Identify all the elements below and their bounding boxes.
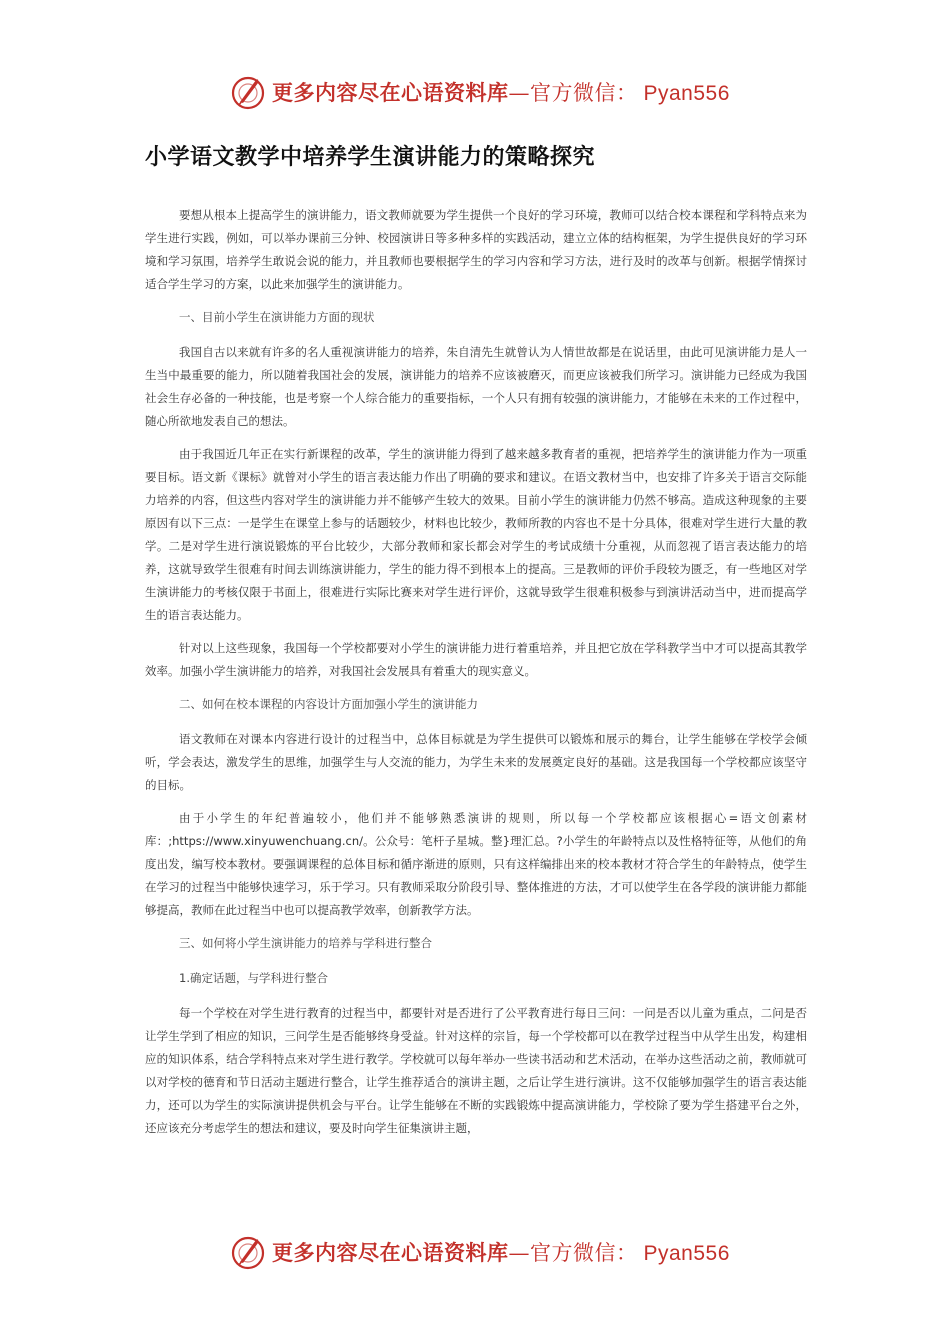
paragraph: 我国自古以来就有许多的名人重视演讲能力的培养，朱自清先生就曾认为人情世故都是在说话里，由此可见演讲能力是人一生当中最重要的能力，所以随着我国社会的发展，演讲能力的培养不应该被磨灭，而更应该被我们所学习。演讲能力已经成为我国社会生存必备的一种技能，也是考察一个人综合能力的重要指标，一个人只有拥有较强的演讲能力，才能够在未来的工作过程中，随心所欲地发表自己的想法。 [145,345,807,428]
banner-main-text: 更多内容尽在心语资料库 [272,1240,509,1265]
paragraph-intro: 要想从根本上提高学生的演讲能力，语文教师就要为学生提供一个良好的学习环境，教师可以结合校本课程和学科特点来为学生进行实践，例如，可以举办课前三分钟、校园演讲日等多种多样的实践活动，建立立体的结构框架，为学生提供良好的学习环境和学习氛围，培养学生敢说会说的能力，并且教师也要根据学生的学习内容和学习方法，进行及时的改革与创新。根据学情探讨适合学生学习的方案，以此来加强学生的演讲能力。 [145,208,807,291]
banner-wechat-account: Pyan556 [643,1242,730,1265]
header-banner [228,72,728,112]
banner-wechat-label: —官方微信： [508,1241,638,1265]
section-heading-3: 三、如何将小学生演讲能力的培养与学科进行整合 [179,936,432,950]
banner-text [272,77,730,107]
quill-pen-logo-icon [228,1232,268,1272]
section-heading-1: 一、目前小学生在演讲能力方面的现状 [179,310,375,324]
quill-pen-logo-icon [228,72,268,112]
paragraph: 由于小学生的年纪普遍较小，他们并不能够熟悉演讲的规则，所以每一个学校都应该根据心=语文创素材库：;https://www.xinyuwenchuang.cn/。公众号：笔杆子星城。整}理汇总。?小学生的年龄特点以及性格特征等，从他们的角度出发，编写校本教材。要强调课程的总体目标和循序渐进的原则，只有这样编排出来的校本教材才符合学生的年龄特点，使学生在学习的过程当中能够快速学习，乐于学习。只有教师采取分阶段引导、整体推进的方法，才可以使学生在各学段的演讲能力都能够提高，教师在此过程当中也可以提高教学效率，创新教学方法。 [145,811,807,917]
subsection-heading-3-1: 1.确定话题，与学科进行整合 [179,971,328,985]
paragraph: 针对以上这些现象，我国每一个学校都要对小学生的演讲能力进行着重培养，并且把它放在学科教学当中才可以提高其教学效率。加强小学生演讲能力的培养，对我国社会发展具有着重大的现实意义。 [145,641,807,678]
document-body [145,204,807,1150]
document-title: 小学语文教学中培养学生演讲能力的策略探究 [145,145,596,170]
banner-wechat-account: Pyan556 [643,82,730,105]
banner-text [272,1237,730,1267]
paragraph: 每一个学校在对学生进行教育的过程当中，都要针对是否进行了公平教育进行每日三问：一问是否以儿童为重点，二问是否让学生学到了相应的知识，三问学生是否能够终身受益。针对这样的宗旨，每一个学校都可以在教学过程当中从学生出发，构建相应的知识体系，结合学科特点来对学生进行教学。学校就可以每年举办一些读书活动和艺术活动，在举办这些活动之前，教师就可以对学校的德育和节日活动主题进行整合，让学生推荐适合的演讲主题，之后让学生进行演讲。这不仅能够加强学生的语言表达能力，还可以为学生的实际演讲提供机会与平台。让学生能够在不断的实践锻炼中提高演讲能力，学校除了要为学生搭建平台之外，还应该充分考虑学生的想法和建议，要及时向学生征集演讲主题， [145,1006,807,1135]
section-heading-2: 二、如何在校本课程的内容设计方面加强小学生的演讲能力 [179,697,478,711]
footer-banner [228,1232,728,1272]
paragraph: 由于我国近几年正在实行新课程的改革，学生的演讲能力得到了越来越多教育者的重视，把培养学生的演讲能力作为一项重要目标。语文新《课标》就曾对小学生的语言表达能力作出了明确的要求和建议。在语文教材当中，也安排了许多关于语言交际能力培养的内容，但这些内容对学生的演讲能力并不能够产生较大的效果。目前小学生的演讲能力仍然不够高。造成这种现象的主要原因有以下三点：一是学生在课堂上参与的话题较少，材料也比较少，教师所教的内容也不是十分具体，很难对学生进行大量的教学。二是对学生进行演说锻炼的平台比较少，大部分教师和家长都会对学生的考试成绩十分重视，从而忽视了语言表达能力的培养，这就导致学生很难有时间去训练演讲能力，学生的能力得不到根本上的提高。三是教师的评价手段较为匮乏，有一些地区对学生演讲能力的考核仅限于书面上，很难进行实际比赛来对学生进行评价，这就导致学生很难积极参与到演讲活动当中，进而提高学生的语言表达能力。 [145,447,807,622]
banner-wechat-label: —官方微信： [508,81,638,105]
paragraph: 语文教师在对课本内容进行设计的过程当中，总体目标就是为学生提供可以锻炼和展示的舞台，让学生能够在学校学会倾听，学会表达，激发学生的思维，加强学生与人交流的能力，为学生未来的发展奠定良好的基础。这是我国每一个学校都应该坚守的目标。 [145,732,807,792]
banner-main-text: 更多内容尽在心语资料库 [272,80,509,105]
